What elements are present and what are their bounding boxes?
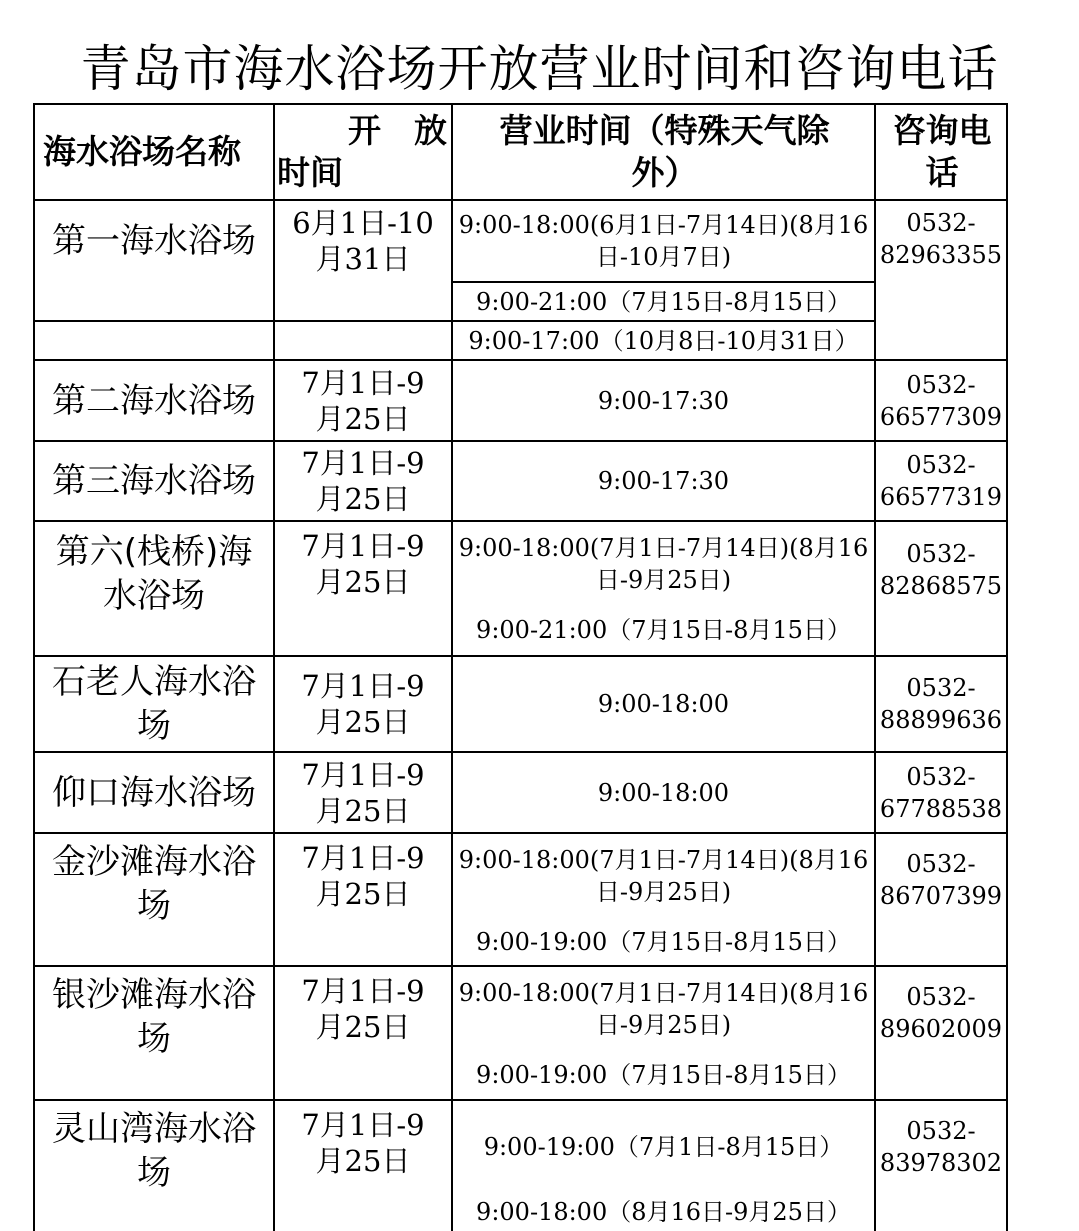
row4-hours-1: 9:00-18:00(7月1日-7月14日)(8月16日-9月25日) [458,534,869,594]
row8-hours-1: 9:00-18:00(7月1日-7月14日)(8月16日-9月25日) [458,979,869,1039]
row2-phone-number: 66577309 [879,402,1003,431]
row6-hours: 9:00-18:00 [597,778,730,807]
row8-hours-2: 9:00-19:00（7月15日-8月15日） [476,1061,851,1089]
row5-name: 石老人海水浴场 [52,662,256,746]
row4-phone-prefix: 0532- [906,540,976,568]
row2-open: 7月1日-9月25日 [301,365,425,436]
row9-open: 7月1日-9月25日 [301,1108,425,1178]
row2-phone [876,361,1006,440]
row4-hours-2: 9:00-21:00（7月15日-8月15日） [476,616,851,644]
header-open [275,105,451,199]
row3-phone-number: 66577319 [879,483,1003,511]
row6-open: 7月1日-9月25日 [301,757,425,828]
row1-phone [876,201,1006,281]
row3-name: 第三海水浴场 [52,461,256,501]
row4-open: 7月1日-9月25日 [301,529,425,599]
row8-open: 7月1日-9月25日 [301,974,425,1044]
row5-hours: 9:00-18:00 [597,690,730,718]
row2-phone-prefix: 0532- [906,370,976,399]
row3-open: 7月1日-9月25日 [301,446,425,516]
row7-hours-1: 9:00-18:00(7月1日-7月14日)(8月16日-9月25日) [458,846,869,906]
row8-phone-number: 89602009 [879,1015,1003,1043]
row3-hours: 9:00-17:30 [597,467,730,495]
row2-name: 第二海水浴场 [52,380,256,421]
row8-phone-prefix: 0532- [906,983,976,1011]
row3-phone [876,442,1006,520]
header-open-line1: 开 放 [348,111,447,150]
row5-open: 7月1日-9月25日 [301,669,425,739]
row1-phone-number: 82963355 [879,241,1003,269]
row9-phone [876,1101,1006,1231]
header-phone: 咨询电话 [892,111,992,192]
row9-hours-1: 9:00-19:00（7月1日-8月15日） [483,1133,844,1161]
row3-phone-prefix: 0532- [906,451,976,479]
page-title: 青岛市海水浴场开放营业时间和咨询电话 [80,40,999,98]
row6-phone-prefix: 0532- [906,762,976,791]
row1-phone-prefix: 0532- [906,209,976,237]
row7-phone-prefix: 0532- [906,850,976,878]
row4-name: 第六(栈桥)海水浴场 [55,532,253,616]
row8-phone [876,967,1006,1099]
row2-hours: 9:00-17:30 [597,386,730,415]
header-name: 海水浴场名称 [43,132,241,171]
row4-phone [876,522,1006,655]
row9-phone-number: 83978302 [879,1149,1003,1177]
row5-phone-number: 88899636 [879,706,1003,734]
row7-phone [876,834,1006,965]
header-hours: 营业时间（特殊天气除外） [499,111,830,192]
row1-hours-2: 9:00-21:00（7月15日-8月15日） [476,287,851,316]
row8-name: 银沙滩海水浴场 [52,975,256,1059]
row5-phone-prefix: 0532- [906,674,976,702]
row1-name: 第一海水浴场 [52,221,256,261]
row6-phone-number: 67788538 [879,794,1003,823]
row5-phone [876,657,1006,751]
row9-phone-prefix: 0532- [906,1117,976,1145]
row7-open: 7月1日-9月25日 [301,841,425,911]
row4-phone-number: 82868575 [879,572,1003,600]
row1-open: 6月1日-10月31日 [292,206,434,276]
row7-hours-2: 9:00-19:00（7月15日-8月15日） [476,928,851,956]
table-border-right [1006,103,1008,1231]
row7-name: 金沙滩海水浴场 [52,842,256,926]
row6-phone [876,753,1006,832]
header-open-line2: 时间 [277,153,343,192]
row9-hours-2: 9:00-18:00（8月16日-9月25日） [476,1197,851,1226]
row7-phone-number: 86707399 [879,882,1003,910]
row1-hours-1: 9:00-18:00(6月1日-7月14日)(8月16日-10月7日) [458,211,869,271]
row1-hours-3: 9:00-17:00（10月8日-10月31日） [468,326,859,355]
row6-name: 仰口海水浴场 [52,772,256,813]
row9-name: 灵山湾海水浴场 [52,1109,256,1193]
